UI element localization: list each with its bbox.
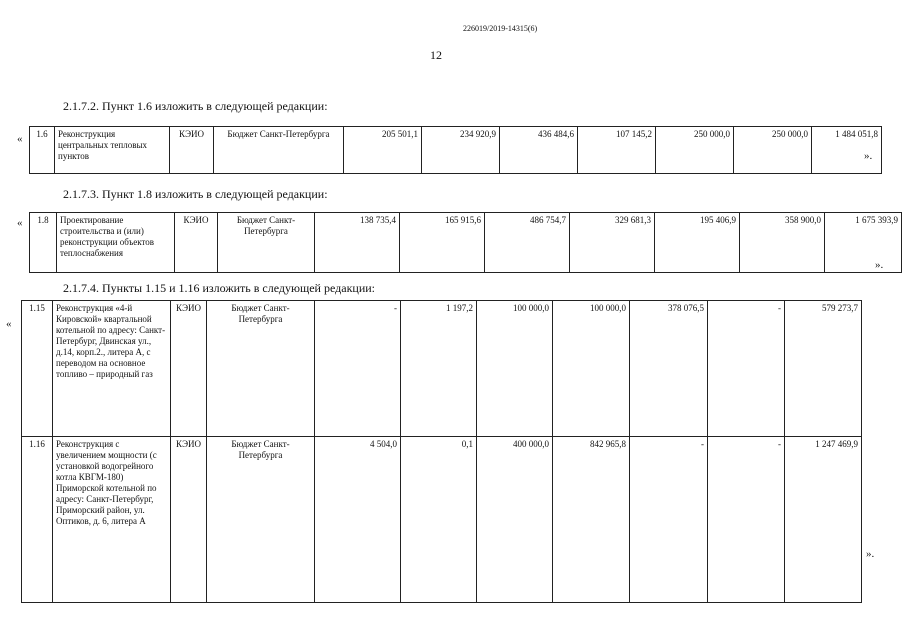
- value-cell: 1 197,2: [401, 301, 477, 437]
- table-row: [22, 437, 862, 603]
- item-source: Бюджет Санкт-Петербурга: [214, 127, 344, 174]
- section-heading-1: 2.1.7.2. Пункт 1.6 изложить в следующей редакции:: [63, 99, 328, 113]
- section-heading-2: 2.1.7.3. Пункт 1.8 изложить в следующей редакции:: [63, 187, 328, 201]
- item-agency: КЭИО: [175, 213, 218, 273]
- item-number: 1.6: [30, 127, 55, 174]
- value-cell: 4 504,0: [315, 437, 401, 603]
- value-cell: 250 000,0: [656, 127, 734, 174]
- section-heading-3: 2.1.7.4. Пункты 1.15 и 1.16 изложить в следующей редакции:: [63, 281, 376, 295]
- item-source: Бюджет Санкт-Петербурга: [218, 213, 315, 273]
- table-item-1-8: [29, 212, 902, 273]
- value-cell: -: [630, 437, 708, 603]
- item-agency: КЭИО: [171, 301, 207, 437]
- value-cell-total: 579 273,7: [785, 301, 862, 437]
- item-name: Реконструкция центральных тепловых пунктов: [55, 127, 170, 174]
- open-quote-1: «: [17, 133, 23, 145]
- item-number: 1.16: [22, 437, 53, 603]
- value-cell: 100 000,0: [477, 301, 553, 437]
- item-name: Проектирование строительства и (или) реконструкции объектов теплоснабжения: [57, 213, 175, 273]
- value-cell: 436 484,6: [500, 127, 578, 174]
- item-agency: КЭИО: [171, 437, 207, 603]
- open-quote-3: «: [6, 318, 12, 330]
- value-cell: 100 000,0: [553, 301, 630, 437]
- item-number: 1.8: [30, 213, 57, 273]
- page-number: 12: [430, 48, 442, 62]
- item-source: Бюджет Санкт-Петербурга: [207, 437, 315, 603]
- value-cell: 195 406,9: [655, 213, 740, 273]
- open-quote-2: «: [17, 217, 23, 229]
- value-cell: 107 145,2: [578, 127, 656, 174]
- value-cell: -: [708, 437, 785, 603]
- value-cell: -: [315, 301, 401, 437]
- close-quote-1: ».: [864, 150, 873, 162]
- value-cell-total: 1 247 469,9: [785, 437, 862, 603]
- value-cell: 378 076,5: [630, 301, 708, 437]
- value-cell: 250 000,0: [734, 127, 812, 174]
- value-cell: 0,1: [401, 437, 477, 603]
- table-row: [30, 213, 902, 273]
- item-source: Бюджет Санкт-Петербурга: [207, 301, 315, 437]
- value-cell-total: 1 484 051,8: [812, 127, 882, 174]
- value-cell: 138 735,4: [315, 213, 400, 273]
- value-cell: 842 965,8: [553, 437, 630, 603]
- table-row: [30, 127, 882, 174]
- value-cell: 486 754,7: [485, 213, 570, 273]
- value-cell: 165 915,6: [400, 213, 485, 273]
- value-cell: 329 681,3: [570, 213, 655, 273]
- table-items-1-15-1-16: [21, 300, 862, 603]
- value-cell: 400 000,0: [477, 437, 553, 603]
- item-name: Реконструкция «4-й Кировской» квартальной котельной по адресу: Санкт-Петербург, Двинская ул., д.14, корп.2., литера А, с переводом на основное топливо – природный газ: [53, 301, 171, 437]
- value-cell: -: [708, 301, 785, 437]
- value-cell: 205 501,1: [344, 127, 422, 174]
- close-quote-3: ».: [866, 548, 875, 560]
- document-id: 226019/2019-14315(6): [463, 24, 538, 33]
- table-row: [22, 301, 862, 437]
- table-item-1-6: [29, 126, 882, 174]
- item-number: 1.15: [22, 301, 53, 437]
- item-name: Реконструкция с увеличением мощности (с установкой водогрейного котла КВГМ-180) Приморской котельной по адресу: Санкт-Петербург, Приморский район, ул. Оптиков, д. 6, литера А: [53, 437, 171, 603]
- value-cell: 234 920,9: [422, 127, 500, 174]
- value-cell: 358 900,0: [740, 213, 825, 273]
- item-agency: КЭИО: [170, 127, 214, 174]
- close-quote-2: ».: [875, 259, 884, 271]
- value-cell-total: 1 675 393,9: [825, 213, 902, 273]
